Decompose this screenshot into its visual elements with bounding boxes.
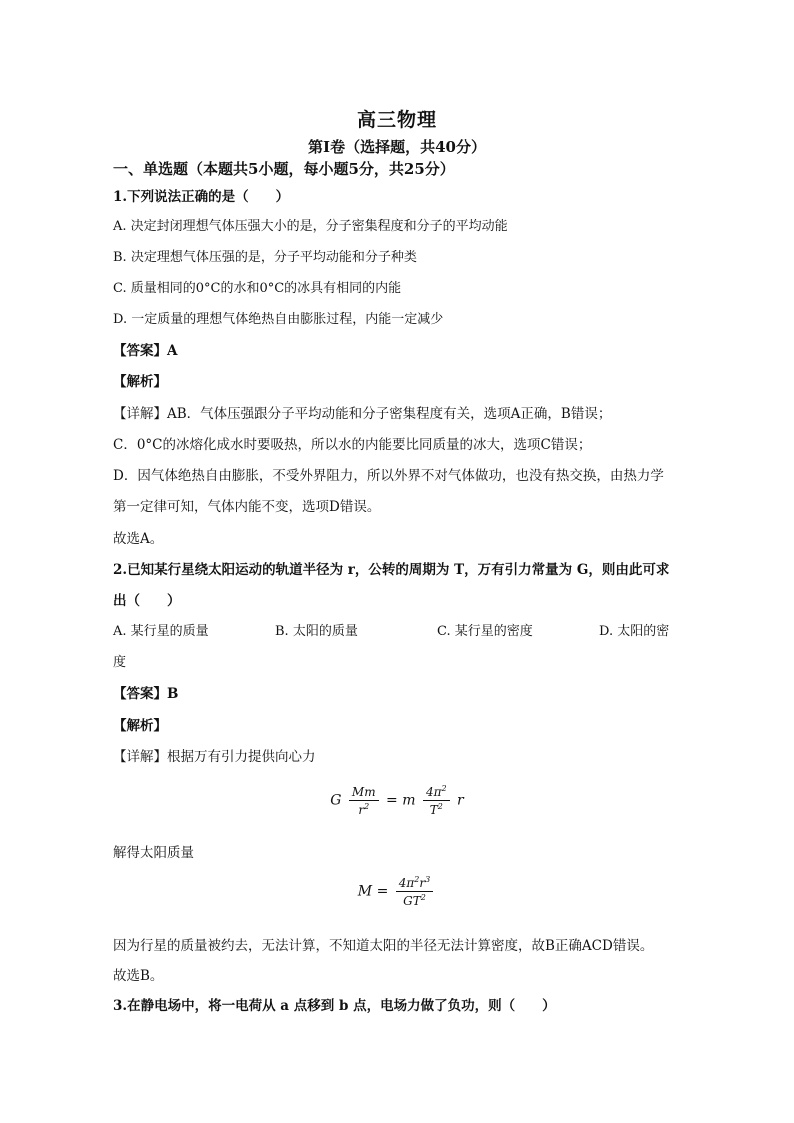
fraction-denominator: $r^2$ — [358, 801, 370, 817]
question-2-conclusion: 因为行星的质量被约去，无法计算，不知道太阳的半径无法计算密度，故B正确ACD错误。 — [113, 938, 654, 954]
question-1-stem: 1.下列说法正确的是（ ） — [113, 189, 290, 205]
question-1-option-d: D. 一定质量的理想气体绝热自由膨胀过程，内能一定减少 — [113, 312, 444, 327]
question-1-option-c: C. 质量相同的0°C的水和0°C的冰具有相同的内能 — [113, 281, 402, 296]
question-1-detail-line: D．因气体绝热自由膨胀，不受外界阻力，所以外界不对气体做功，也没有热交换，由热力学 — [113, 468, 664, 484]
page-title: 高三物理 — [356, 109, 437, 131]
question-1-conclusion: 故选A。 — [113, 531, 164, 547]
question-2-detail-intro: 【详解】根据万有引力提供向心力 — [113, 749, 316, 765]
gravitation-formula — [0, 784, 794, 817]
fraction-mass — [396, 875, 433, 908]
fraction-denominator: $T^2$ — [429, 802, 443, 817]
formula-symbol-r: r — [457, 792, 464, 809]
formula-symbol-g: G — [330, 792, 342, 809]
formula-equals: = — [376, 883, 389, 900]
section-heading: 一、单选题（本题共5小题，每小题5分，共25分） — [113, 160, 455, 178]
paper-part-title: 第Ⅰ卷（选择题，共40分） — [308, 138, 486, 156]
question-1-detail-line: 【详解】AB．气体压强跟分子平均动能和分子密集程度有关，选项A正确，B错误； — [113, 406, 612, 422]
question-1-detail-line: 第一定律可知，气体内能不变，选项D错误。 — [113, 499, 381, 515]
fraction-4pi2-over-t2 — [423, 784, 450, 817]
fraction-mm-over-r2 — [349, 785, 379, 817]
question-2-final: 故选B。 — [113, 968, 164, 984]
question-2-option-c: C. 某行星的密度 — [437, 624, 533, 639]
formula-equals: = — [386, 792, 398, 809]
formula-symbol-m-capital: M — [357, 883, 373, 900]
sun-mass-formula — [0, 875, 794, 908]
question-1-option-a: A. 决定封闭理想气体压强大小的是，分子密集程度和分子的平均动能 — [113, 219, 508, 234]
fraction-denominator: $GT^2$ — [403, 893, 426, 908]
question-1-detail-line: C．0°C的冰熔化成水时要吸热，所以水的内能要比同质量的冰大，选项C错误； — [113, 437, 592, 453]
question-2-answer: 【答案】B — [113, 686, 179, 702]
formula-symbol-m: m — [402, 792, 416, 809]
question-2-option-d-wrap: 度 — [113, 655, 127, 670]
question-1-analysis-label: 【解析】 — [113, 374, 167, 390]
question-2-stem-continued: 出（ ） — [113, 593, 181, 609]
question-2-stem: 2.已知某行星绕太阳运动的轨道半径为 r，公转的周期为 T，万有引力常量为 G，则由此可求 — [113, 562, 670, 578]
fraction-numerator: Mm — [349, 785, 379, 801]
question-1-option-b: B. 决定理想气体压强的是，分子平均动能和分子种类 — [113, 250, 417, 265]
question-2-option-a: A. 某行星的质量 — [113, 624, 209, 639]
fraction-numerator: $4\pi^2r^3$ — [396, 875, 433, 892]
question-3-stem: 3.在静电场中，将一电荷从 a 点移到 b 点，电场力做了负功，则（ ） — [113, 998, 556, 1014]
question-2-solve-text: 解得太阳质量 — [113, 845, 194, 861]
question-2-analysis-label: 【解析】 — [113, 718, 167, 734]
fraction-numerator: $4\pi^2$ — [423, 784, 450, 801]
question-2-option-b: B. 太阳的质量 — [275, 624, 358, 639]
question-2-option-d: D. 太阳的密 — [599, 624, 670, 639]
question-1-answer: 【答案】A — [113, 343, 178, 359]
